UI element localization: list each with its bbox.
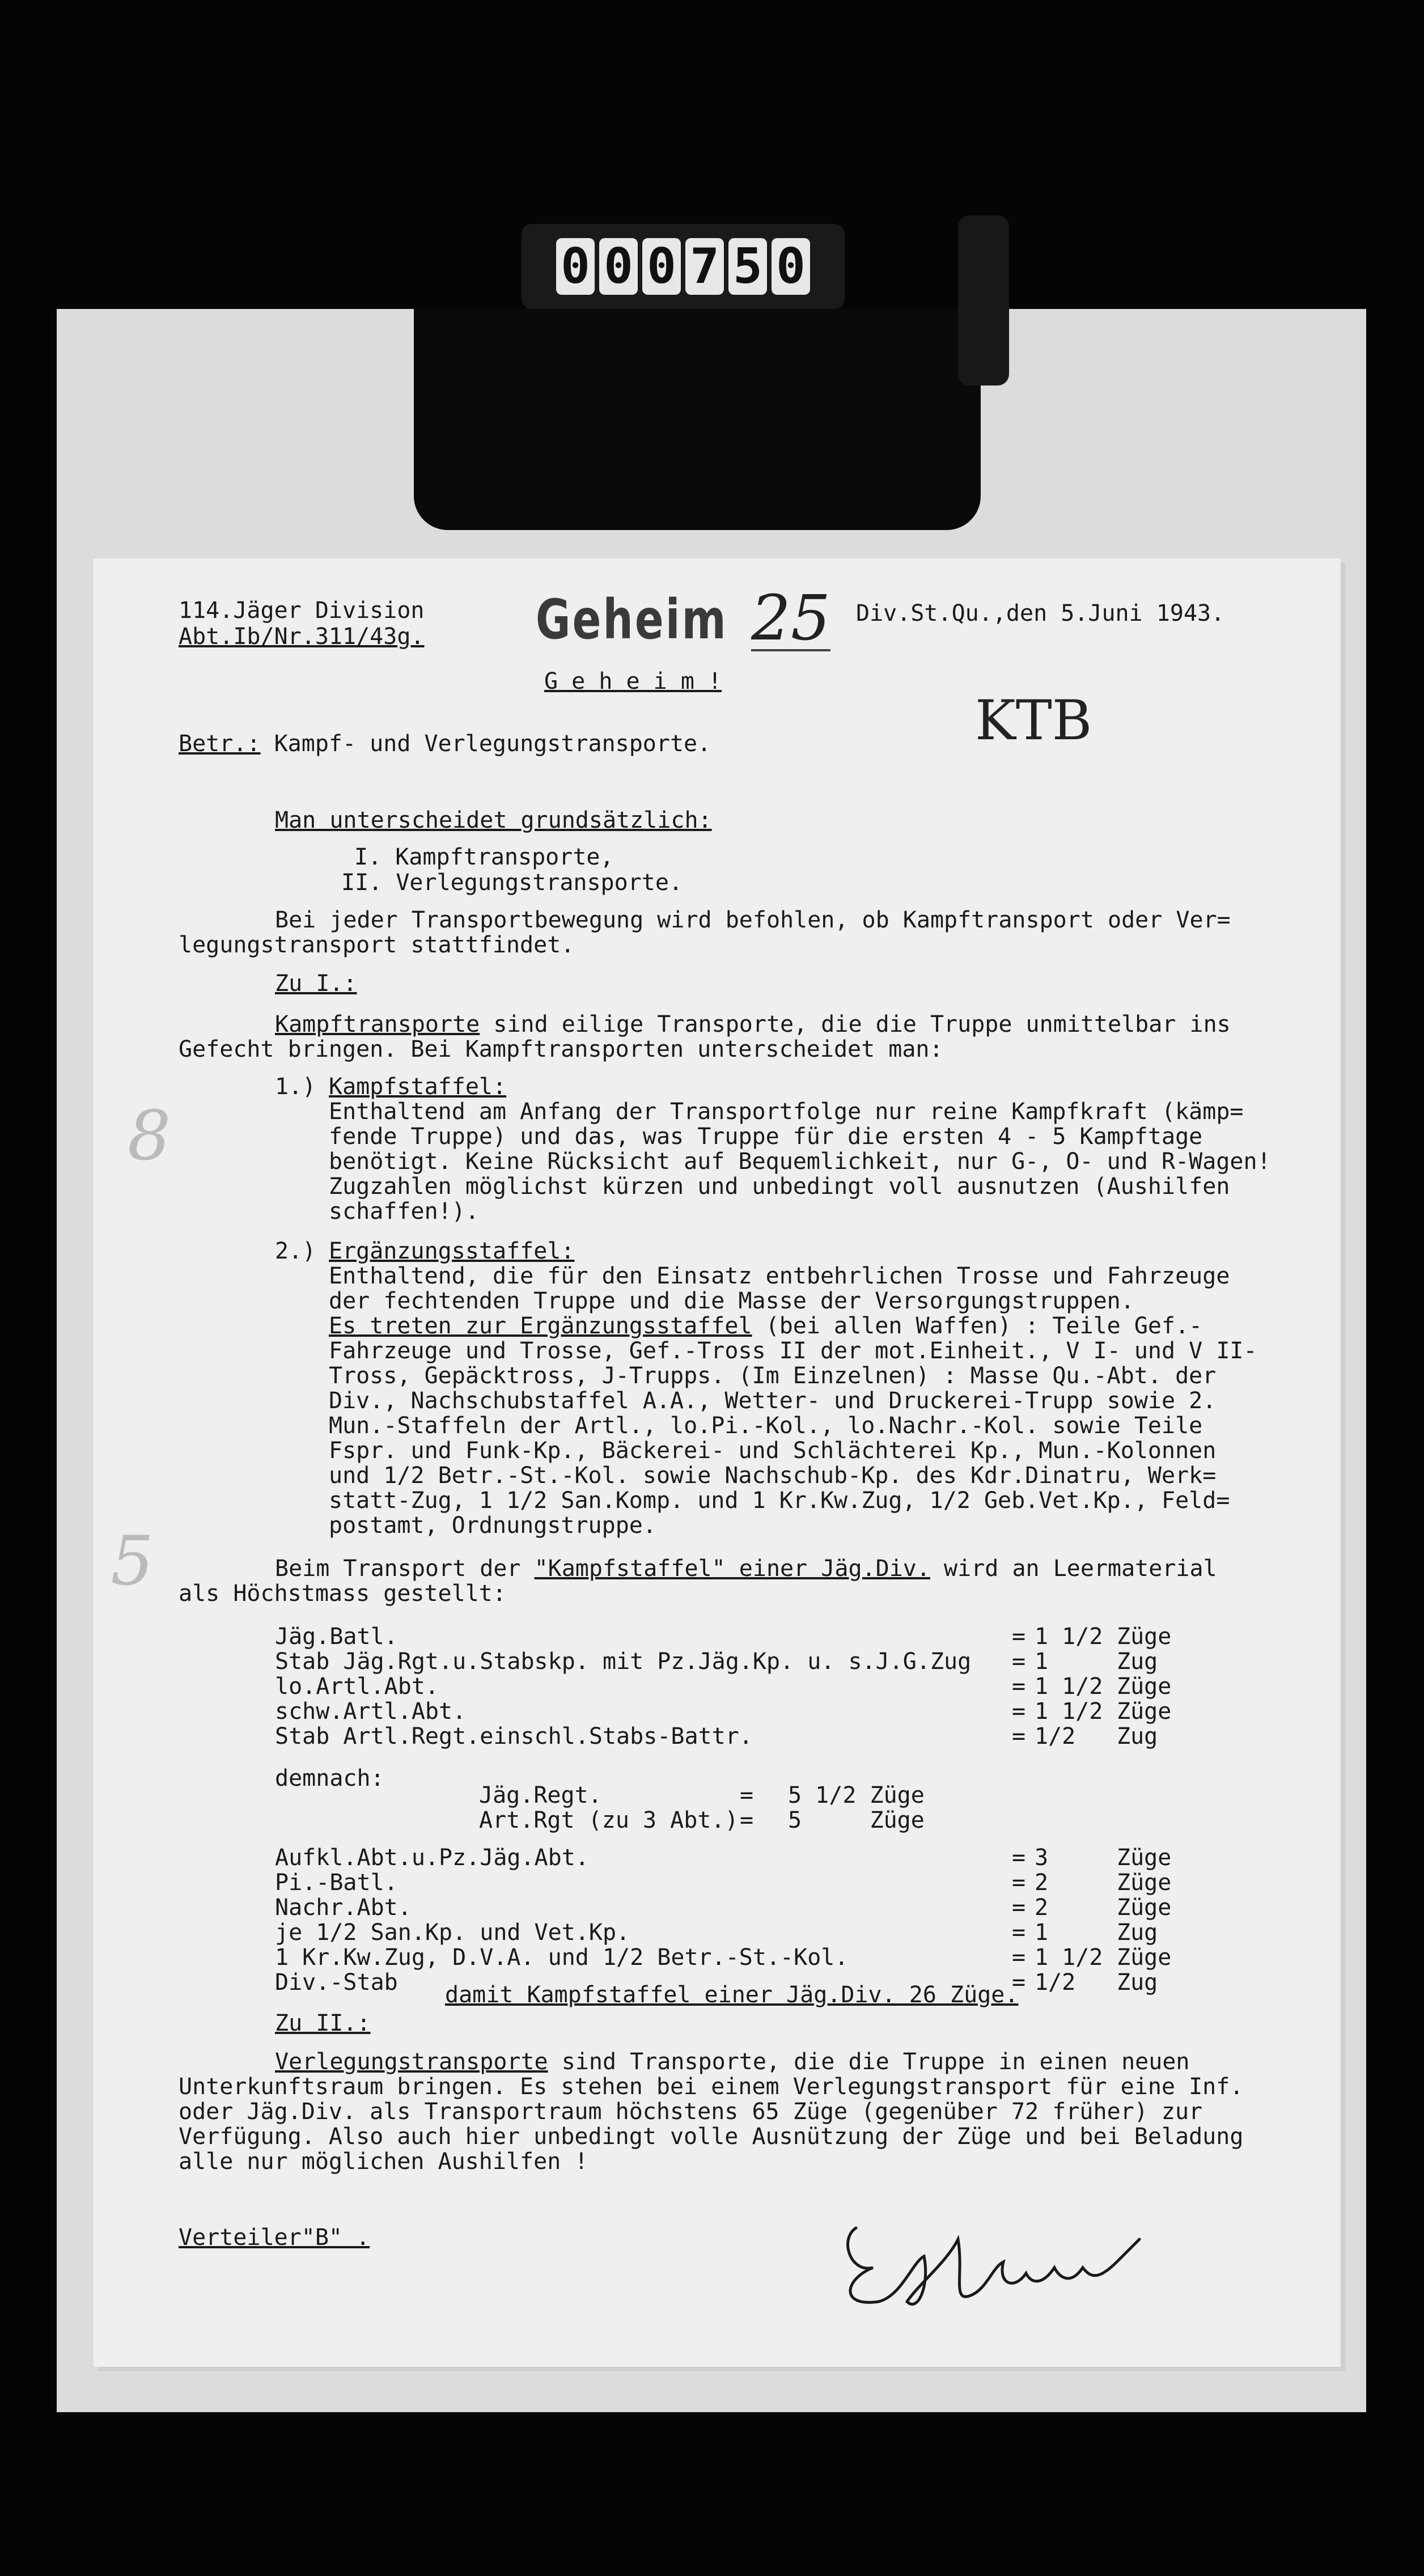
counter-digit: 0: [599, 238, 638, 295]
table-row-word: Zug: [1117, 1920, 1158, 1946]
subject-label: Betr.:: [179, 731, 261, 757]
section2-line: oder Jäg.Div. als Transportraum höchstens 65 Züge (gegenüber 72 früher) zur: [179, 2099, 1203, 2125]
reference-number: Abt.Ib/Nr.311/43g.: [179, 624, 425, 650]
table-row-num: 1/2: [1035, 1723, 1076, 1749]
classification-heading: G e h e i m !: [544, 668, 722, 694]
table-row-unit: Div.-Stab: [275, 1969, 398, 1995]
demnach-unit: Art.Rgt (zu 3 Abt.): [479, 1807, 739, 1833]
counter-digit: 0: [772, 238, 810, 295]
table-row-num: 2: [1035, 1870, 1049, 1896]
demnach-eq: =: [740, 1782, 754, 1808]
section1-heading: Zu I.:: [275, 971, 357, 997]
table-row-num: 1 1/2: [1035, 1673, 1103, 1700]
table-row-num: 1: [1035, 1649, 1049, 1675]
table-row-unit: 1 Kr.Kw.Zug, D.V.A. und 1/2 Betr.-St.-Kol.: [275, 1944, 849, 1971]
table-row-word: Züge: [1117, 1845, 1172, 1871]
table-row-num: 1 1/2: [1035, 1698, 1103, 1725]
table-row-eq: =: [1012, 1698, 1026, 1725]
table-row-eq: =: [1012, 1649, 1026, 1675]
item2-line: Mun.-Staffeln der Artl., lo.Pi.-Kol., lo.Nachr.-Kol. sowie Teile: [329, 1413, 1203, 1439]
table-row-word: Züge: [1117, 1895, 1172, 1921]
item1-line: benötigt. Keine Rücksicht auf Bequemlichkeit, nur G-, O- und R-Wagen!: [329, 1149, 1271, 1175]
section1-lead: [275, 1012, 1231, 1037]
item1-line: fende Truppe) und das, was Truppe für die ersten 4 - 5 Kampftage: [329, 1124, 1203, 1150]
demnach-value: 5 1/2 Züge: [788, 1782, 925, 1808]
counter-digit: 0: [556, 238, 595, 295]
item1-line: schaffen!).: [329, 1198, 479, 1225]
table-row-eq: =: [1012, 1895, 1026, 1921]
section2-line: alle nur möglichen Aushilfen !: [179, 2149, 588, 2175]
table-row-num: 1: [1035, 1920, 1049, 1946]
subject-line: [179, 731, 711, 756]
table-row-unit: Stab Artl.Regt.einschl.Stabs-Battr.: [275, 1723, 753, 1749]
table-row-eq: =: [1012, 1624, 1026, 1650]
item2-line: Div., Nachschubstaffel A.A., Wetter- und Druckerei-Trupp sowie 2.: [329, 1388, 1217, 1414]
margin-mark: 8: [128, 1097, 171, 1176]
table-row-unit: Nachr.Abt.: [275, 1895, 412, 1921]
item1-title: Kampfstaffel:: [329, 1074, 507, 1100]
table-row-word: Züge: [1117, 1624, 1172, 1650]
margin-mark: 5: [111, 1522, 154, 1601]
item2-number: 2.): [275, 1238, 316, 1264]
transport-term: "Kampfstaffel" einer Jäg.Div.: [534, 1556, 930, 1582]
item2-sub-rest: (bei allen Waffen) : Teile Gef.-: [752, 1313, 1203, 1339]
item2-line: und 1/2 Betr.-St.-Kol. sowie Nachschub-Kp. des Kdr.Dinatru, Werk=: [329, 1463, 1217, 1489]
handwritten-ktb: KTB: [975, 689, 1092, 752]
table-row-word: Züge: [1117, 1698, 1172, 1725]
item2-line: der fechtenden Truppe und die Masse der Versorgungstruppen.: [329, 1288, 1134, 1314]
transport-post: wird an Leermaterial: [930, 1556, 1217, 1582]
item2-title: Ergänzungsstaffel:: [329, 1238, 575, 1264]
table-row-num: 1 1/2: [1035, 1624, 1103, 1650]
item2-sub-term: Es treten zur Ergänzungsstaffel: [329, 1313, 752, 1339]
section2-lead: [275, 2049, 1190, 2074]
binder-clip-knob: [958, 215, 1009, 385]
table-row-num: 2: [1035, 1895, 1049, 1921]
lead-term: Kampftransporte: [275, 1011, 480, 1037]
demnach-label: demnach:: [275, 1765, 384, 1791]
table-row-eq: =: [1012, 1969, 1026, 1995]
section2-line: Unterkunftsraum bringen. Es stehen bei einem Verlegungstransport für eine Inf.: [179, 2074, 1244, 2100]
frame-counter: [522, 224, 845, 309]
demnach-eq: =: [740, 1807, 754, 1833]
handwritten-number: 25: [751, 582, 830, 654]
item1-line: Enthaltend am Anfang der Transportfolge nur reine Kampfkraft (kämp=: [329, 1099, 1244, 1125]
demnach-value: 5 Züge: [788, 1807, 925, 1833]
place-date: Div.St.Qu.,den 5.Juni 1943.: [856, 600, 1225, 626]
counter-digit: 0: [642, 238, 681, 295]
counter-digit: 7: [685, 238, 724, 295]
intro-item: II. Verlegungstransporte.: [341, 870, 683, 896]
item1-number: 1.): [275, 1074, 316, 1100]
item2-line: Enthaltend, die für den Einsatz entbehrlichen Trosse und Fahrzeuge: [329, 1263, 1230, 1289]
table-row-unit: lo.Artl.Abt.: [275, 1673, 439, 1700]
table-row-num: 1/2: [1035, 1969, 1076, 1995]
section1-lead-line2: Gefecht bringen. Bei Kampftransporten unterscheidet man:: [179, 1036, 943, 1062]
item1-line: Zugzahlen möglichst kürzen und unbedingt voll ausnutzen (Aushilfen: [329, 1173, 1230, 1200]
item2-line: statt-Zug, 1 1/2 San.Komp. und 1 Kr.Kw.Zug, 1/2 Geb.Vet.Kp., Feld=: [329, 1488, 1230, 1514]
binder-clip-shadow: [414, 309, 981, 530]
item2-line: postamt, Ordnungstruppe.: [329, 1512, 656, 1539]
table-row-word: Zug: [1117, 1723, 1158, 1749]
table-row-eq: =: [1012, 1723, 1026, 1749]
table-row-num: 1 1/2: [1035, 1944, 1103, 1971]
section2-lead-rest: sind Transporte, die die Truppe in einen neuen: [548, 2049, 1190, 2075]
table-row-unit: je 1/2 San.Kp. und Vet.Kp.: [275, 1920, 630, 1946]
item2-line: Tross, Gepäcktross, J-Trupps. (Im Einzelnen) : Masse Qu.-Abt. der: [329, 1363, 1217, 1389]
distribution-line: Verteiler"B" .: [179, 2225, 370, 2251]
item2-line: Fspr. und Funk-Kp., Bäckerei- und Schlächterei Kp., Mun.-Kolonnen: [329, 1438, 1217, 1464]
document-page: [94, 558, 1341, 2367]
transport-line: [275, 1556, 1217, 1581]
section2-lead-term: Verlegungstransporte: [275, 2049, 548, 2075]
table-row-unit: schw.Artl.Abt.: [275, 1698, 467, 1725]
table-row-num: 3: [1035, 1845, 1049, 1871]
geheim-stamp: Geheim: [536, 588, 728, 651]
signature: [833, 2205, 1151, 2319]
table-row-word: Zug: [1117, 1969, 1158, 1995]
table-row-eq: =: [1012, 1845, 1026, 1871]
counter-digit: 5: [728, 238, 767, 295]
table-row-unit: Stab Jäg.Rgt.u.Stabskp. mit Pz.Jäg.Kp. u. s.J.G.Zug: [275, 1649, 972, 1675]
intro-item: I. Kampftransporte,: [354, 844, 614, 870]
table-row-unit: Pi.-Batl.: [275, 1870, 398, 1896]
table-row-unit: Aufkl.Abt.u.Pz.Jäg.Abt.: [275, 1845, 589, 1871]
table-row-unit: Jäg.Batl.: [275, 1624, 398, 1650]
total-line: damit Kampfstaffel einer Jäg.Div. 26 Züge.: [445, 1982, 1019, 2008]
table-row-eq: =: [1012, 1870, 1026, 1896]
table-row-word: Züge: [1117, 1673, 1172, 1700]
demnach-unit: Jäg.Regt.: [479, 1782, 602, 1808]
transport-pre: Beim Transport der: [275, 1556, 535, 1582]
item2-sub-line: [329, 1314, 1202, 1338]
lead-rest: sind eilige Transporte, die die Truppe unmittelbar ins: [480, 1011, 1231, 1037]
table-row-word: Züge: [1117, 1944, 1172, 1971]
division-name: 114.Jäger Division: [179, 598, 425, 624]
table-row-word: Zug: [1117, 1649, 1158, 1675]
intro-para-line: Bei jeder Transportbewegung wird befohlen, ob Kampftransport oder Ver=: [275, 907, 1231, 933]
table-row-eq: =: [1012, 1944, 1026, 1971]
transport-line2: als Höchstmass gestellt:: [179, 1581, 506, 1607]
table-row-eq: =: [1012, 1920, 1026, 1946]
table-row-eq: =: [1012, 1673, 1026, 1700]
intro-para-line: legungstransport stattfindet.: [179, 932, 575, 958]
section2-line: Verfügung. Also auch hier unbedingt volle Ausnützung der Züge und bei Beladung: [179, 2124, 1244, 2150]
item2-line: Fahrzeuge und Trosse, Gef.-Tross II der mot.Einheit., V I- und V II-: [329, 1338, 1257, 1364]
table-row-word: Züge: [1117, 1870, 1172, 1896]
subject-text: Kampf- und Verlegungstransporte.: [274, 731, 711, 757]
intro-heading: Man unterscheidet grundsätzlich:: [275, 807, 712, 833]
section2-heading: Zu II.:: [275, 2010, 371, 2036]
